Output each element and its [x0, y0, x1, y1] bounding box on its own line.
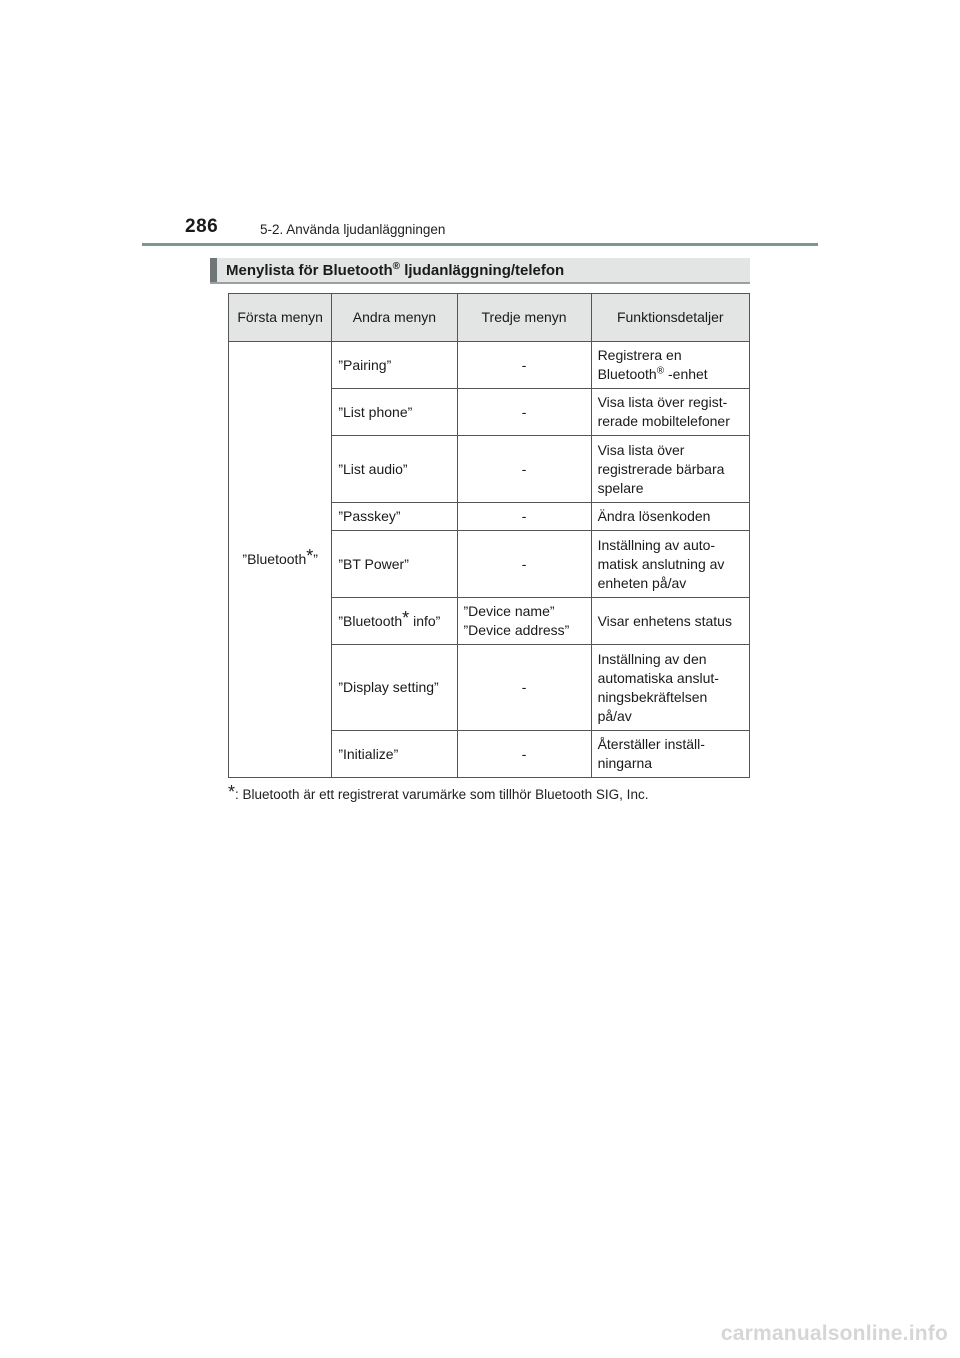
second-menu-cell: ”Display setting”: [332, 645, 457, 731]
first-menu-prefix: ”Bluetooth: [242, 551, 307, 567]
function-text: Registrera en Bluetooth: [597, 347, 682, 382]
third-menu-cell: -: [457, 342, 591, 389]
second-menu-cell: ”Passkey”: [332, 503, 457, 531]
third-menu-cell: -: [457, 645, 591, 731]
third-menu-line: ”Device address”: [463, 622, 570, 638]
watermark: carmanualsonline.info: [720, 1322, 948, 1345]
header-second-menu: Andra menyn: [332, 294, 457, 342]
second-menu-cell: ”List audio”: [332, 436, 457, 503]
asterisk-mark: *: [228, 782, 236, 802]
first-menu-cell: [229, 342, 332, 778]
second-menu-cell: [332, 598, 457, 645]
function-cell: Inställning av den automatiska anslut-ningsbekräftelsen på/av: [591, 645, 749, 731]
second-menu-suffix: info”: [409, 612, 441, 629]
third-menu-cell: -: [457, 531, 591, 598]
section-marker: [210, 258, 217, 282]
running-header: 5-2. Använda ljudanläggningen: [260, 222, 446, 237]
function-cell: Visa lista över registrerade bärbara spelare: [591, 436, 749, 503]
registered-mark: ®: [392, 261, 401, 272]
second-menu-cell: ”Pairing”: [332, 342, 457, 389]
function-cell: Inställning av auto-matisk anslutning av enheten på/av: [591, 531, 749, 598]
function-cell: Visar enhetens status: [591, 598, 749, 645]
third-menu-cell: -: [457, 503, 591, 531]
menu-table: [228, 293, 750, 778]
footnote-text: : Bluetooth är ett registrerat varumärke som tillhör Bluetooth SIG, Inc.: [235, 787, 649, 802]
function-cell: Visa lista över regist-rerade mobiltelefoner: [591, 389, 749, 436]
header-rule: [142, 243, 818, 246]
third-menu-cell: -: [457, 389, 591, 436]
section-title-suffix: ljudanläggning/telefon: [400, 262, 565, 279]
table-row: [229, 342, 750, 389]
function-cell: Ändra lösenkoden: [591, 503, 749, 531]
asterisk-mark: *: [402, 607, 410, 628]
first-menu-suffix: ”: [313, 551, 318, 567]
asterisk-mark: *: [306, 546, 314, 566]
header-function-details: Funktionsdetaljer: [591, 294, 749, 342]
second-menu-cell: ”Initialize”: [332, 731, 457, 778]
footnote: [228, 782, 649, 802]
second-menu-cell: ”BT Power”: [332, 531, 457, 598]
table-header-row: [229, 294, 750, 342]
section-heading-bar: [210, 258, 750, 284]
third-menu-line: ”Device name”: [463, 603, 555, 619]
header-first-menu: Första menyn: [229, 294, 332, 342]
second-menu-prefix: ”Bluetooth: [338, 612, 403, 629]
function-text-suffix: -enhet: [664, 366, 708, 382]
function-cell: [591, 342, 749, 389]
function-cell: Återställer inställ-ningarna: [591, 731, 749, 778]
second-menu-cell: ”List phone”: [332, 389, 457, 436]
third-menu-cell: -: [457, 731, 591, 778]
header-third-menu: Tredje menyn: [457, 294, 591, 342]
page-number: 286: [185, 216, 219, 237]
third-menu-cell: [457, 598, 591, 645]
section-title-text: Menylista för Bluetooth: [226, 262, 393, 279]
section-title: [226, 261, 564, 279]
registered-mark: ®: [656, 365, 665, 377]
third-menu-cell: -: [457, 436, 591, 503]
